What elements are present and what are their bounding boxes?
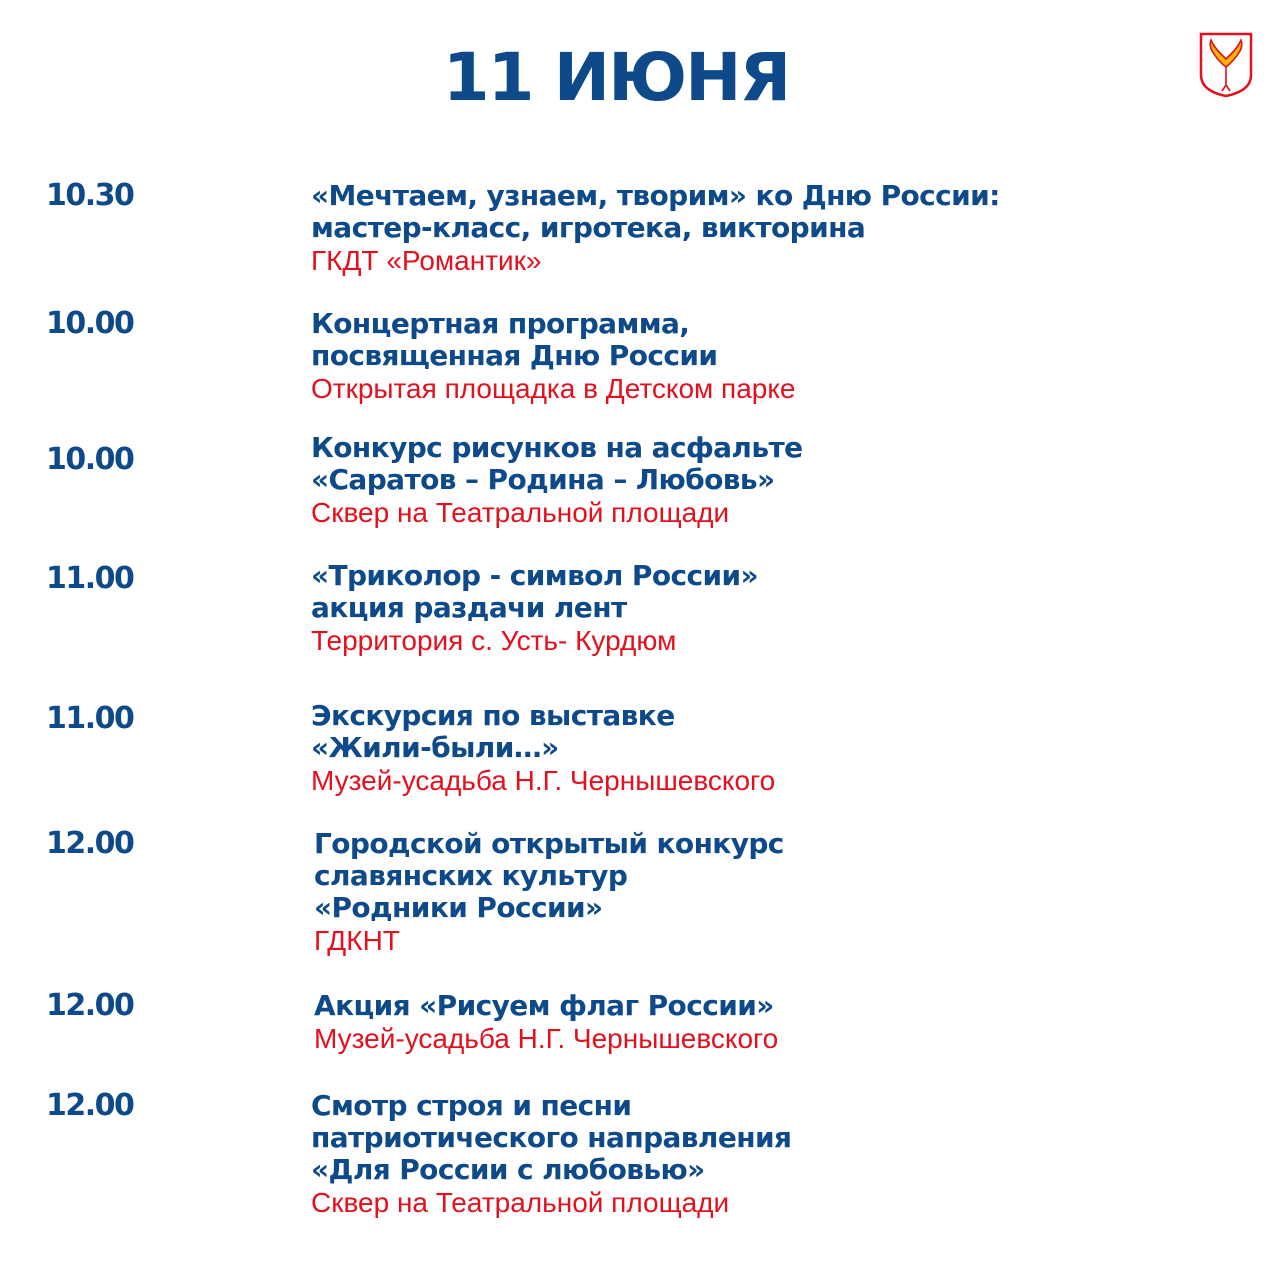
event-venue: Музей-усадьба Н.Г. Чернышевского [311, 765, 776, 796]
event-title: «Триколор - символ России» акция раздачи лент [311, 559, 758, 624]
event-title: Смотр строя и песни патриотического направления «Для России с любовью» [311, 1089, 792, 1186]
event-title: Акция «Рисуем флаг России» [314, 989, 774, 1022]
page-title: 11 ИЮНЯ [442, 39, 790, 116]
event-time: 12.00 [46, 1088, 134, 1123]
event-venue: Открытая площадка в Детском парке [311, 373, 796, 404]
event-venue: ГДКНТ [314, 925, 400, 956]
event-venue: ГКДТ «Романтик» [311, 245, 542, 276]
event-title: «Мечтаем, узнаем, творим» ко Дню России: мастер-класс, игротека, викторина [311, 179, 1000, 244]
event-title: Конкурс рисунков на асфальте «Саратов – Родина – Любовь» [311, 431, 803, 496]
event-venue: Территория с. Усть- Курдюм [311, 625, 677, 656]
saratov-coat-of-arms-icon [1198, 31, 1254, 99]
event-venue: Музей-усадьба Н.Г. Чернышевского [314, 1023, 779, 1054]
event-time: 11.00 [46, 701, 134, 736]
event-venue: Сквер на Театральной площади [311, 497, 730, 528]
event-title: Городской открытый конкурс славянских культур «Родники России» [314, 827, 784, 924]
event-title: Экскурсия по выставке «Жили-были…» [311, 699, 675, 764]
event-time: 10.30 [46, 178, 134, 213]
event-title: Концертная программа, посвященная Дню России [311, 307, 718, 372]
event-time: 12.00 [46, 826, 134, 861]
event-time: 12.00 [46, 988, 134, 1023]
event-time: 11.00 [46, 561, 134, 596]
event-time: 10.00 [46, 442, 134, 477]
event-venue: Сквер на Театральной площади [311, 1187, 730, 1218]
event-time: 10.00 [46, 306, 134, 341]
